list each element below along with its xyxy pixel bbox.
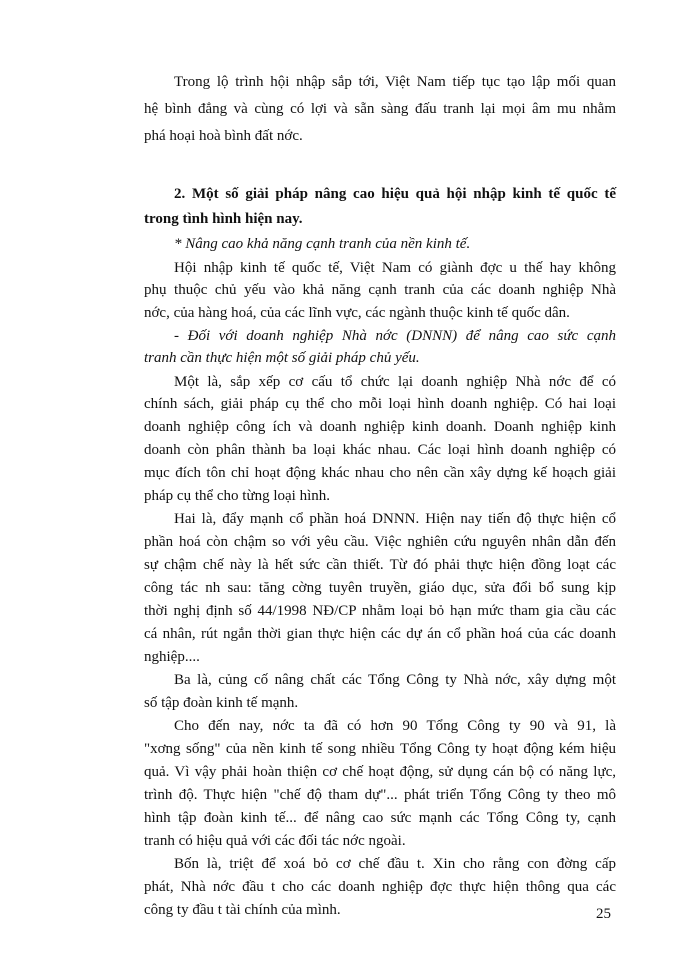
paragraph-line: tranh có hiệu quả với các đối tác nớc ngoài. [144,833,406,849]
paragraph-line: pháp cụ thể cho từng loại hình. [144,488,331,504]
paragraph-line: phần hoá còn chậm so với yêu cầu. Việc nghiên cứu nguyên nhân dẫn đến [144,534,616,550]
paragraph-line: chính sách, giải pháp cụ thể cho mỗi loại hình doanh nghiệp. Có hai loại [144,396,616,412]
paragraph-line: Cho đến nay, nớc ta đã có hơn 90 Tổng Công ty 90 và 91, là [174,718,616,734]
paragraph-line: nghiệp.... [144,649,200,665]
paragraph-line: hình tập đoàn kinh tế... để nâng cao sức mạnh các Tổng Công ty, cạnh [144,810,616,826]
paragraph-line: cá nhân, rút ngắn thời gian thực hiện các dự án cổ phần hoá của các doanh [144,626,616,642]
paragraph-line: Hội nhập kinh tế quốc tế, Việt Nam có giành đợc u thế hay không [174,260,616,276]
italic-heading: - Đối với doanh nghiệp Nhà nớc (DNNN) để nâng cao sức cạnh [174,328,616,344]
paragraph-line: mục đích tôn chỉ hoạt động khác nhau cho nên cần xây dựng kế hoạch giải [144,465,616,481]
italic-heading: tranh cần thực hiện một số giải pháp chủ yếu. [144,350,420,366]
paragraph-line: nớc, của hàng hoá, của các lĩnh vực, các ngành thuộc kinh tế quốc dân. [144,305,570,321]
paragraph-line: "xơng sống" của nền kinh tế song nhiều Tổng Công ty hoạt động kém hiệu [144,741,616,757]
paragraph-line: công tác nh sau: tăng cờng tuyên truyền, giáo dục, sửa đổi bổ sung kịp [144,580,616,596]
subheading: * Nâng cao khả năng cạnh tranh của nền kinh tế. [174,236,471,252]
paragraph-line: Hai là, đẩy mạnh cổ phần hoá DNNN. Hiện nay tiến độ thực hiện cổ [174,511,616,527]
intro-line: Trong lộ trình hội nhập sắp tới, Việt Nam tiếp tục tạo lập mối quan [174,74,616,90]
paragraph-line: phát, Nhà nớc đầu t cho các doanh nghiệp đợc thực hiện thông qua các [144,879,616,895]
paragraph-line: phụ thuộc chủ yếu vào khả năng cạnh tranh của các doanh nghiệp Nhà [144,282,616,298]
paragraph-line: quả. Vì vậy phải hoàn thiện cơ chế hoạt động, sử dụng cán bộ có năng lực, [144,764,616,780]
paragraph-line: trình độ. Thực hiện "chế độ tham dự"... phát triển Tổng Công ty theo mô [144,787,616,803]
paragraph-line: công ty đầu t tài chính của mình. [144,902,341,918]
intro-line: phá hoại hoà bình đất nớc. [144,128,303,144]
paragraph-line: Bốn là, triệt để xoá bỏ cơ chế đầu t. Xin cho rằng con đờng cấp [174,856,616,872]
paragraph-line: thời nghị định số 44/1998 NĐ/CP nhằm loại bỏ hạn mức tham gia cầu các [144,603,616,619]
paragraph-line: Một là, sắp xếp cơ cấu tổ chức lại doanh nghiệp Nhà nớc để có [174,374,616,390]
paragraph-line: sự chậm chế này là hết sức cần thiết. Từ đó phải thực hiện đồng loạt các [144,557,616,573]
section-title: trong tình hình hiện nay. [144,211,303,227]
paragraph-line: doanh còn phân thành ba loại khác nhau. Các loại hình doanh nghiệp có [144,442,616,458]
section-title: 2. Một số giải pháp nâng cao hiệu quả hội nhập kinh tế quốc tế [174,186,616,202]
paragraph-line: Ba là, củng cố nâng chất các Tổng Công ty Nhà nớc, xây dựng một [174,672,616,688]
paragraph-line: doanh nghiệp công ích và doanh nghiệp kinh doanh. Doanh nghiệp kinh [144,419,616,435]
paragraph-line: số tập đoàn kinh tế mạnh. [144,695,299,711]
intro-line: hệ bình đẳng và cùng có lợi và sẵn sàng đấu tranh lại mọi âm mu nhằm [144,101,616,117]
page-number: 25 [596,906,611,922]
